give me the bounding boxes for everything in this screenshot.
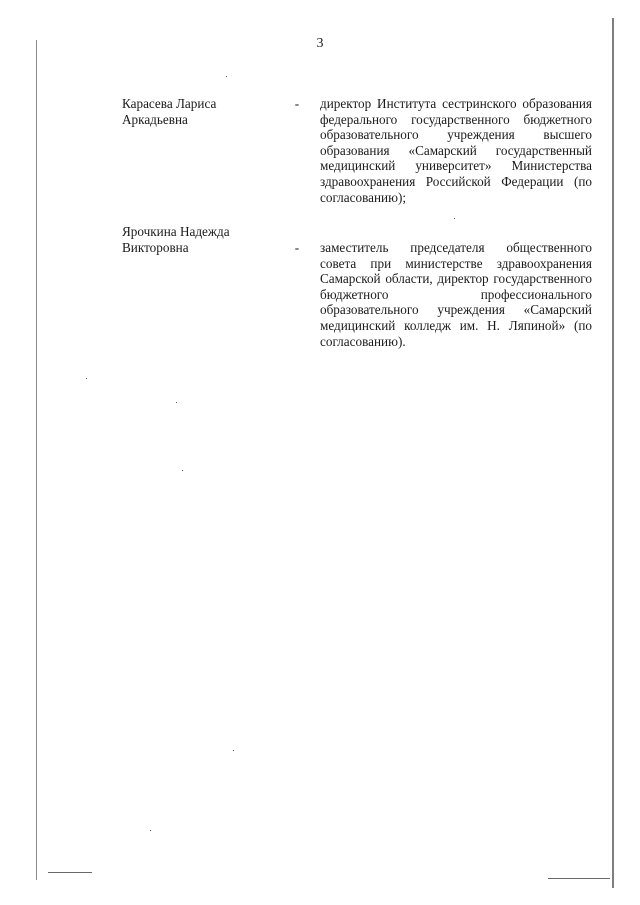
scan-speck [454, 218, 455, 219]
member-name [122, 96, 272, 127]
scan-speck [176, 402, 177, 403]
member-name [122, 224, 272, 256]
member-position: директор Института сестринского образования федерального государственного бюджетного образовательного учреждения высшего образования «Самарский государственный медицинский университет» Министерства здравоохранения Российской Федерации (по согласованию); [320, 96, 592, 205]
scan-bottom-right-line [548, 878, 610, 879]
member-name-first-line: Карасева Лариса [122, 96, 217, 111]
scan-speck [226, 76, 227, 77]
member-name-first-line: Ярочкина Надежда [122, 224, 230, 239]
scan-left-margin-line [36, 40, 37, 880]
page-number: 3 [316, 36, 324, 51]
entry-dash: - [294, 240, 300, 255]
scan-speck [233, 750, 234, 751]
scan-speck [182, 470, 183, 471]
member-name-second-line: Викторовна [122, 239, 189, 255]
scan-bottom-left-line [48, 872, 92, 873]
entry-dash: - [294, 96, 300, 111]
member-position: заместитель председателя общественного совета при министерстве здравоохранения Самарской области, директор государственного бюджетного профессионального образовательного учреждения «Самарский медицинский колледж им. Н. Ляпиной» (по согласованию). [320, 240, 592, 349]
scan-right-margin-line [612, 18, 614, 888]
scan-speck [150, 830, 151, 831]
member-name-second-line: Аркадьевна [122, 111, 188, 127]
scan-speck [86, 378, 87, 379]
